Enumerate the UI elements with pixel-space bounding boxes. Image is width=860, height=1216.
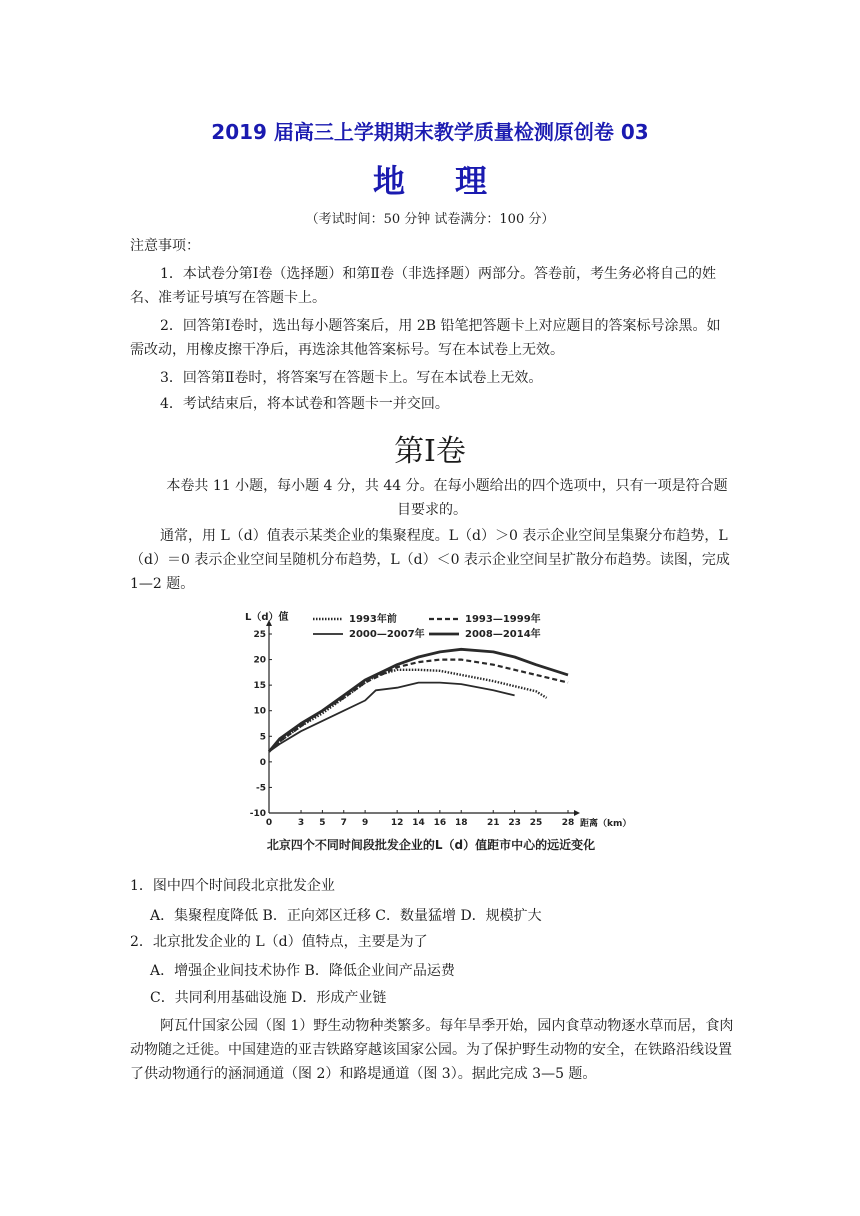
y-axis-label: L（d）值 xyxy=(245,612,289,623)
exam-info: （考试时间：50 分钟 试卷满分：100 分） xyxy=(305,212,555,227)
legend-label-1: 1993年前 xyxy=(349,614,397,625)
x-tick-label: 23 xyxy=(508,818,521,828)
y-tick-label: 20 xyxy=(253,655,266,666)
x-tick-label: 14 xyxy=(412,818,425,828)
question-2-options-line-2: C．共同利用基础设施 D．形成产业链 xyxy=(150,990,387,1006)
legend-label-2: 1993—1999年 xyxy=(465,614,541,625)
x-tick-label: 3 xyxy=(297,818,305,828)
x-tick-label: 7 xyxy=(340,818,347,828)
y-tick-label: -5 xyxy=(256,783,266,794)
subject-title: 地理 xyxy=(372,162,537,200)
notice-item-1: 1．本试卷分第Ⅰ卷（选择题）和第Ⅱ卷（非选择题）两部分。答卷前，考生务必将自己的姓名、准考证号填写在答题卡上。 xyxy=(130,266,716,306)
notice-item-4: 4．考试结束后，将本试卷和答题卡一并交回。 xyxy=(160,396,449,412)
x-tick-label: 18 xyxy=(454,818,468,828)
legend-label-3: 2000—2007年 xyxy=(349,629,425,640)
y-tick-label: -10 xyxy=(249,809,266,819)
x-tick-label: 28 xyxy=(561,818,575,828)
section-title: 第Ⅰ卷 xyxy=(394,434,466,469)
x-axis-label: 距离（km） xyxy=(580,819,632,829)
notice-item-3: 3．回答第Ⅱ卷时，将答案写在答题卡上。写在本试卷上无效。 xyxy=(160,370,543,386)
x-tick-label: 9 xyxy=(361,818,369,828)
y-tick-label: 5 xyxy=(259,732,266,743)
exam-title: 2019 届高三上学期期末教学质量检测原创卷 03 xyxy=(211,120,649,144)
notice-item-2: 2．回答第Ⅰ卷时，选出每小题答案后，用 2B 铅笔把答题卡上对应题目的答案标号涂黑。如需改动，用橡皮擦干净后，再选涂其他答案标号。写在本试卷上无效。 xyxy=(130,318,721,358)
question-2-options-line-1: A．增强企业间技术协作 B．降低企业间产品运费 xyxy=(150,963,455,979)
ld-value-line-chart xyxy=(229,606,633,858)
passage-1: 通常，用 L（d）值表示某类企业的集聚程度。L（d）＞0 表示企业空间呈集聚分布趋势，L（d）＝0 表示企业空间呈随机分布趋势，L（d）＜0 表示企业空间呈扩散分布趋势。读图，完成 1—2 题。 xyxy=(130,528,730,592)
y-tick-label: 0 xyxy=(259,757,266,768)
question-2-stem: 2．北京批发企业的 L（d）值特点，主要是为了 xyxy=(130,934,428,950)
chart-caption: 北京四个不同时间段批发企业的L（d）值距市中心的远近变化 xyxy=(266,838,596,852)
x-tick-label: 21 xyxy=(486,818,500,828)
x-tick-label: 16 xyxy=(433,818,447,828)
y-tick-label: 10 xyxy=(253,706,266,717)
x-tick-label: 12 xyxy=(390,818,404,828)
x-tick-label: 0 xyxy=(265,818,273,828)
section-intro: 本卷共 11 小题，每小题 4 分，共 44 分。在每小题给出的四个选项中，只有一项是符合题目要求的。 xyxy=(166,478,728,518)
y-tick-label: 15 xyxy=(253,681,266,692)
legend-label-4: 2008—2014年 xyxy=(465,629,541,640)
notice-heading: 注意事项： xyxy=(130,238,200,254)
y-tick-label: 25 xyxy=(253,630,266,640)
x-tick-label: 5 xyxy=(319,818,326,828)
question-1-options: A．集聚程度降低 B．正向郊区迁移 C．数量猛增 D．规模扩大 xyxy=(150,908,542,924)
question-1-stem: 1．图中四个时间段北京批发企业 xyxy=(130,878,335,894)
passage-2: 阿瓦什国家公园（图 1）野生动物种类繁多。每年旱季开始，园内食草动物逐水草而居，食肉动物随之迁徙。中国建造的亚吉铁路穿越该国家公园。为了保护野生动物的安全，在铁路沿线设置了供动物通行的涵洞通道（图 2）和路堤通道（图 3）。据此完成 3—5 题。 xyxy=(130,1018,734,1082)
x-tick-label: 25 xyxy=(529,818,543,828)
